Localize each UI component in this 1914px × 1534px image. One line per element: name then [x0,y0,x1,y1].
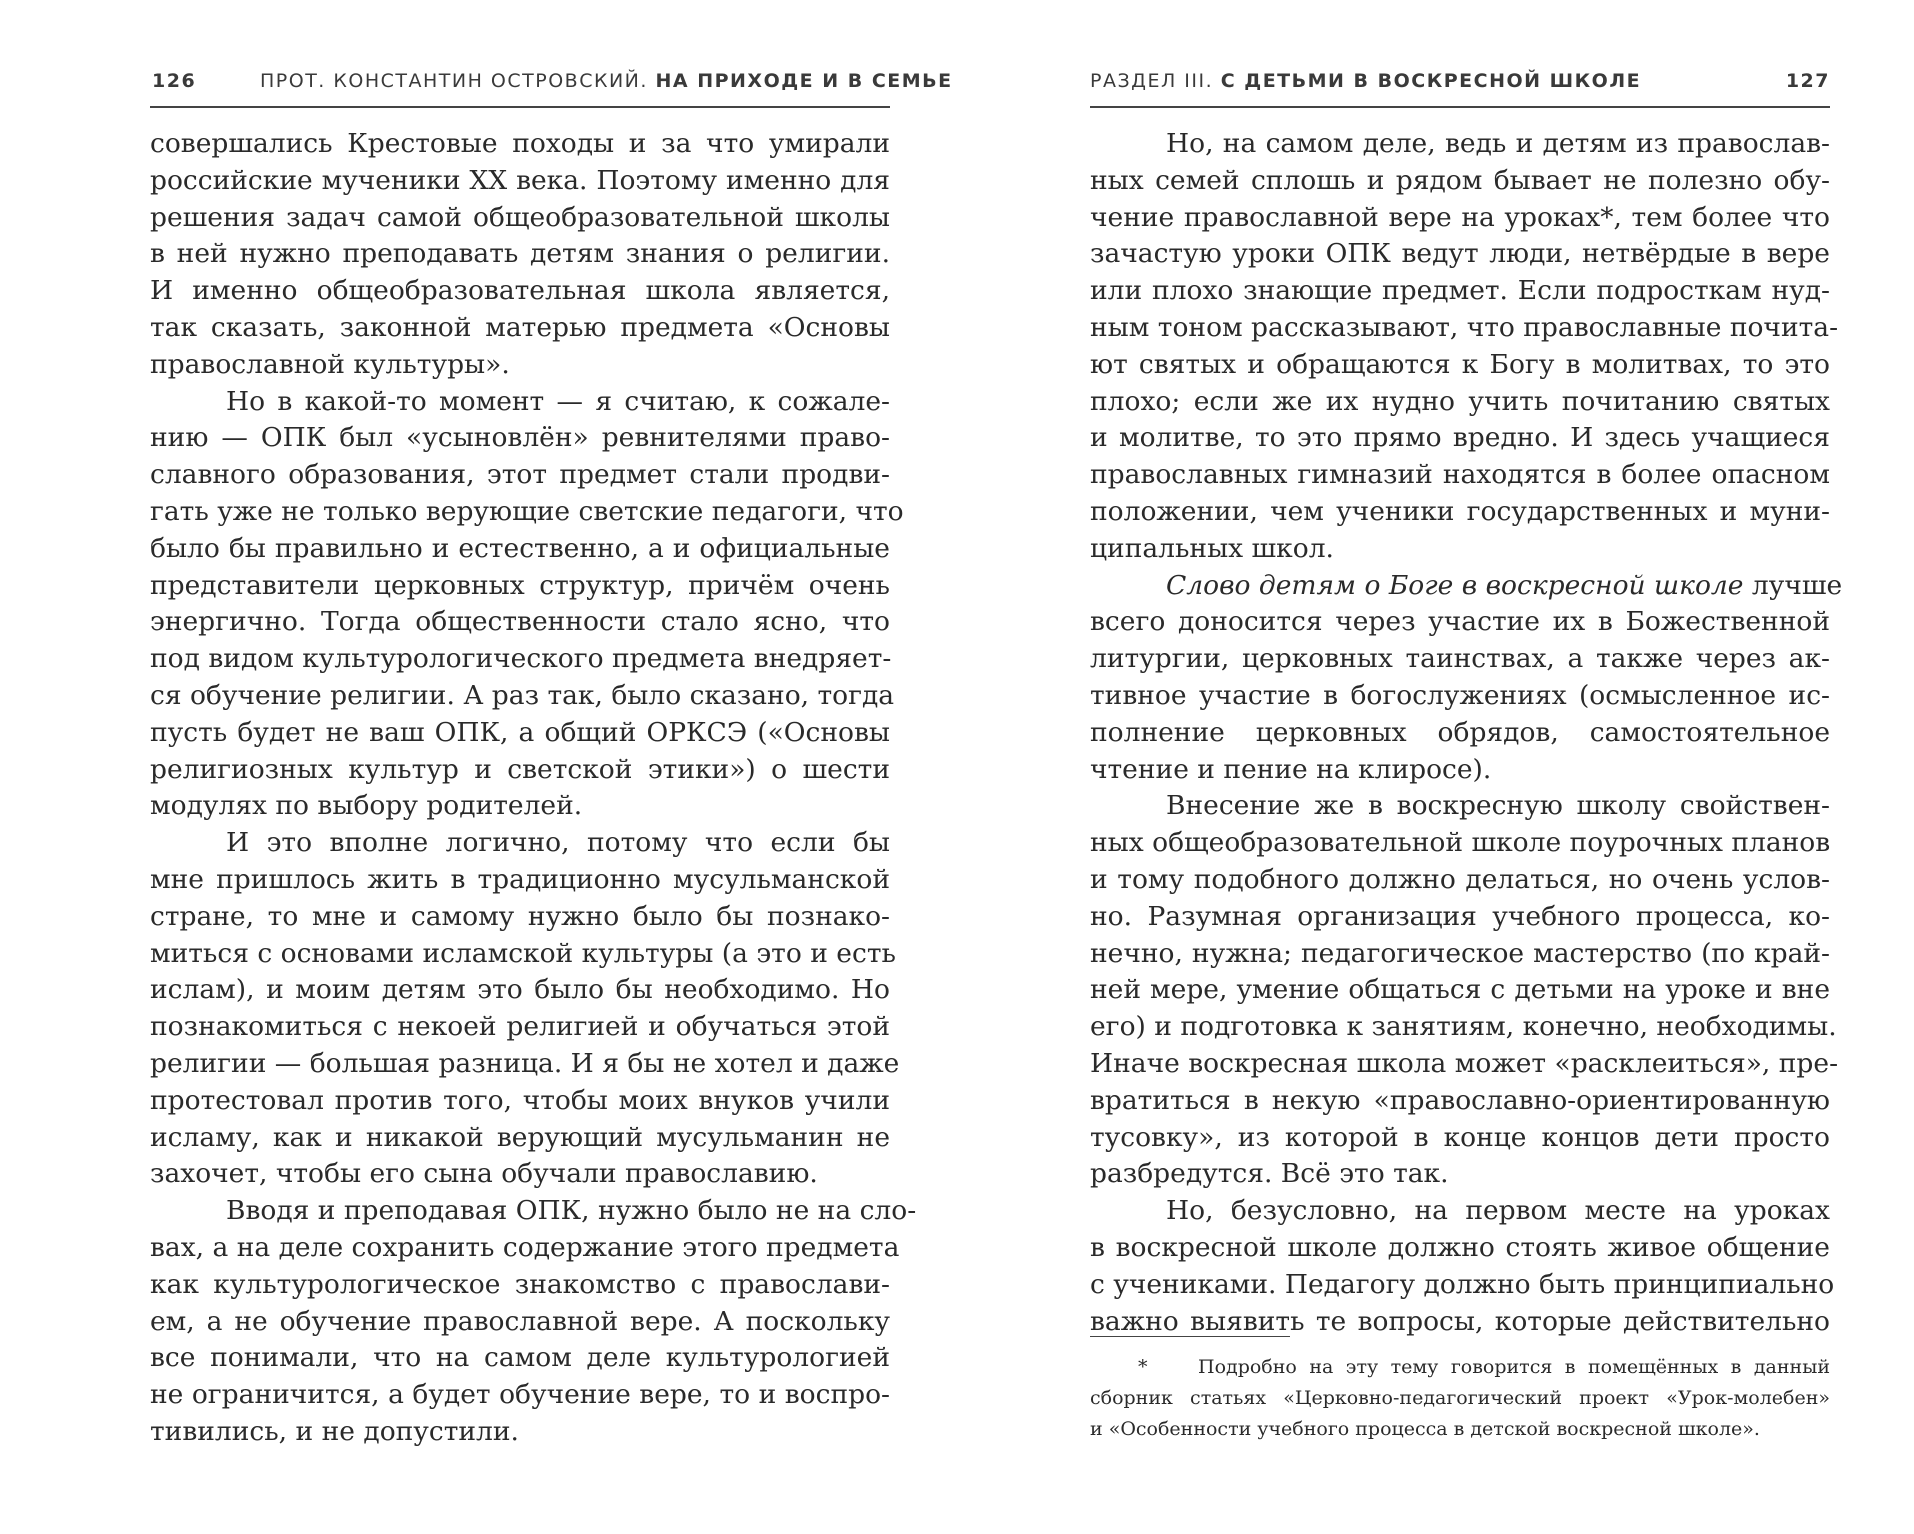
footnote-line [1090,1352,1830,1383]
text-line: под видом культурологического предмета внедряет- [150,643,892,675]
text-line: всего доносится через участие их в Божественной [1090,606,1830,638]
right-running-head [1090,70,1830,100]
text-line: разбредутся. Всё это так. [1090,1158,1449,1190]
footnote-rule [1090,1336,1290,1337]
footnote-line: сборник статьях «Церковно-педагогический проект «Урок-молебен» [1090,1387,1830,1409]
text-line: российские мученики XX века. Поэтому именно для [150,164,890,196]
text-line: его) и подготовка к занятиям, конечно, необходимы. [1090,1011,1837,1043]
text-line: Но в какой-то момент — я считаю, к сожале- [226,385,890,417]
text-line: в ней нужно преподавать детям знания о религии. [150,238,890,270]
text-line: познакомиться с некоей религией и обучаться этой [150,1011,890,1043]
text-line: И именно общеобразовательная школа является, [150,275,890,307]
text-line: полнение церковных обрядов, самостоятельное [1090,716,1830,748]
text-line: с учениками. Педагогу должно быть принципиально [1090,1268,1835,1300]
text-line: ней мере, умение общаться с детьми на уроке и вне [1090,974,1830,1006]
text-line: ислам), и моим детям это было бы необходимо. Но [150,974,890,1006]
text-line: стране, то мне и самому нужно было бы познако- [150,900,890,932]
left-body-text [150,126,917,1451]
text-line: и тому подобного должно делаться, но очень услов- [1090,863,1830,895]
text-line: ем, а не обучение православной вере. А поскольку [150,1305,890,1337]
text-line: литургии, церковных таинствах, а также через ак- [1090,643,1830,675]
text-line: православных гимназий находятся в более опасном [1090,459,1830,491]
text-line: представители церковных структур, причём очень [150,569,890,601]
text-line: совершались Крестовые походы и за что умирали [150,128,890,159]
left-page-number: 126 [152,70,197,92]
text-line: мне пришлось жить в традиционно мусульманской [150,863,890,895]
text-line: ют святых и обращаются к Богу в молитвах, то это [1090,348,1830,380]
text-line: так сказать, законной матерью предмета «Основы [150,311,890,343]
text-line: положении, чем ученики государственных и муни- [1090,495,1830,527]
left-running-head [150,70,953,100]
text-line: чение православной вере на уроках*, тем более что [1090,201,1830,233]
footnote-text: Подробно на эту тему говорится в помещённых в данный [1198,1356,1830,1378]
left-header-text [260,70,953,92]
right-header-text [1090,70,1641,92]
text-line: протестовал против того, чтобы моих внуков учили [150,1084,890,1116]
text-line: тивное участие в богослужениях (осмысленное ис- [1090,679,1830,711]
text-line: православной культуры». [150,348,510,380]
text-line: ципальных школ. [1090,532,1334,564]
footnote-mark: * [1138,1356,1148,1378]
italic-phrase: Слово детям о Боге в воскресной школе [1166,569,1744,601]
right-header-title: С ДЕТЬМИ В ВОСКРЕСНОЙ ШКОЛЕ [1220,70,1642,92]
text-line: гать уже не только верующие светские педагоги, что [150,495,904,527]
text-line: Но, безусловно, на первом месте на уроках [1166,1195,1830,1227]
text-line: энергично. Тогда общественности стало ясно, что [150,606,890,638]
text-line: ных семей сплошь и рядом бывает не полезно обу- [1090,164,1830,196]
right-body-text [1090,126,1843,1340]
text-line: тусовку», из которой в конце концов дети просто [1090,1121,1830,1153]
text-line: пусть будет не ваш ОПК, а общий ОРКСЭ («Основы [150,716,890,748]
text-line: модулях по выбору родителей. [150,790,583,822]
text-line: нечно, нужна; педагогическое мастерство (по край- [1090,937,1830,969]
text-line: как культурологическое знакомство с православи- [150,1268,890,1300]
text-line: тивились, и не допустили. [150,1415,519,1447]
text-line: исламу, как и никакой верующий мусульманин не [150,1121,890,1153]
text-line: миться с основами исламской культуры (а это и есть [150,937,896,969]
text-line: в воскресной школе должно стоять живое общение [1090,1231,1830,1263]
footnote [1090,1352,1830,1445]
text-line: важно выявить те вопросы, которые действительно [1090,1305,1830,1337]
text-line [1090,568,1843,605]
text-line: Иначе воскресная школа может «расклеиться», пре- [1090,1047,1839,1079]
right-header-section: РАЗДЕЛ III. [1090,70,1214,92]
left-header-title: НА ПРИХОДЕ И В СЕМЬЕ [655,70,953,92]
text-line: плохо; если же их нудно учить почитанию святых [1090,385,1830,417]
right-header-rule [1090,106,1830,108]
text-line: все понимали, что на самом деле культурологией [150,1342,890,1374]
text-line: И это вполне логично, потому что если бы [226,827,890,859]
text-line: не ограничится, а будет обучение вере, то и воспро- [150,1379,890,1411]
text-line: религиозных культур и светской этики») о шести [150,753,890,785]
text-line: славного образования, этот предмет стали продви- [150,459,890,491]
text-line: нию — ОПК был «усыновлён» ревнителями право- [150,422,890,454]
text-line: вах, а на деле сохранить содержание этого предмета [150,1231,900,1263]
text-line: религии — большая разница. И я бы не хотел и даже [150,1047,900,1079]
text-line: зачастую уроки ОПК ведут люди, нетвёрдые в вере [1090,238,1830,270]
text-line: было бы правильно и естественно, а и официальные [150,532,890,564]
text-line: Внесение же в воскресную школу свойствен- [1166,790,1830,822]
text-line: чтение и пение на клиросе). [1090,753,1492,785]
text-line: Вводя и преподавая ОПК, нужно было не на сло- [226,1195,917,1227]
text-line: но. Разумная организация учебного процесса, ко- [1090,900,1830,932]
text-line: вратиться в некую «православно-ориентированную [1090,1084,1830,1116]
text-line: и молитве, то это прямо вредно. И здесь учащиеся [1090,422,1830,454]
text-line-tail: лучше [1751,569,1843,601]
text-line: захочет, чтобы его сына обучали православию. [150,1158,818,1190]
text-line: ным тоном рассказывают, что православные почита- [1090,311,1839,343]
text-line: ных общеобразовательной школе поурочных планов [1090,827,1831,859]
left-header-author: ПРОТ. КОНСТАНТИН ОСТРОВСКИЙ. [260,70,648,92]
text-line: ся обучение религии. А раз так, было сказано, тогда [150,679,895,711]
text-line: Но, на самом деле, ведь и детям из православ- [1166,128,1830,159]
left-header-rule [150,106,890,108]
text-line: или плохо знающие предмет. Если подросткам нуд- [1090,275,1830,307]
right-page-number: 127 [1785,70,1830,92]
footnote-line: и «Особенности учебного процесса в детской воскресной школе». [1090,1418,1760,1440]
text-line: решения задач самой общеобразовательной школы [150,201,890,233]
